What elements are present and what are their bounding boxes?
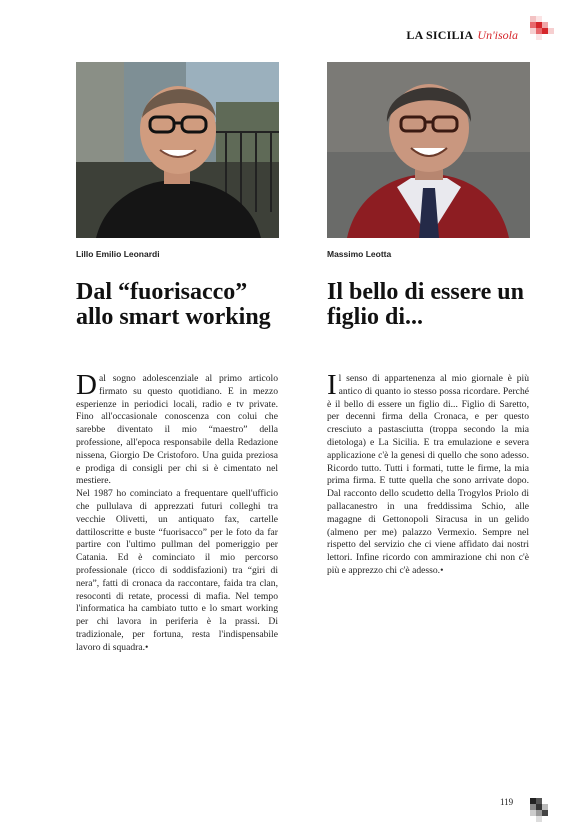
drop-cap: D [76,369,97,401]
photo-massimo-leotta [327,62,530,238]
headline-right: Il bello di essere un figlio di... [327,279,524,330]
paragraph-text: al sogno adolescenziale al primo articolo firmato su questo quotidiano. E in mezzo esperienze in periodici locali, radio e tv private. Fino all'occasionale conoscenza con colui che sarebbe diventato il mio “maestro” della professione, all'epoca responsabile della Redazione nissena, Giorgio De Cristoforo. Una guida preziosa e prodiga di consigli per chi si è cimentato nel mestiere. [76,373,278,487]
running-header [406,28,518,42]
paragraph-1 [327,369,529,578]
photo-lillo-leonardi [76,62,279,238]
paragraph-text: l senso di appartenenza al mio giornale è più antico di quanto io stesso possa ricordare. Perché è il bello di essere un figlio di... Figlio di Saretto, per decenni firma della Cronaca, e per questo cresciuto a pastasciutta (troppa secondo la mia dietologa) e La Sicilia. E tra emulazione e severa applicazione c'è la genesi di quello che sono adesso. Ricordo tutto. Tutti i formati, tutte le firme, la mia prima firma. E tutte quella che sono arrivate dopo. Dal racconto dello scudetto della Trogylos Priolo di pallacanestro in una freddissima Schio, alle magagne di Gettonopoli Siracusa in un gelido (almeno per me) palazzo Vermexio. Sempre nel rispetto del servizio che ci viene affidato dai nostri lettori. Infine ricordo con ammirazione chi non c'è più e apprezzo chi c'è adesso.• [327,373,529,576]
paragraph-1 [76,369,278,488]
drop-cap: I [327,369,337,401]
article-body-left [76,369,278,655]
section-name: Un'isola [477,28,518,42]
paragraph-2: Nel 1987 ho cominciato a frequentare quell'ufficio che pullulava di apprezzati futuri colleghi tra vecchie Olivetti, un antiquato fax, cartelle dattiloscritte e buste “fuorisacco” per le foto da far partire con l'ultimo pullman del pomeriggio per Catania. Ed è cominciato il mio percorso professionale (ricco di soddisfazioni) tra “giri di nera”, fatti di cronaca da raccontare, faida tra clan, resoconti di retate, processi di mafia. Nel tempo l'informatica ha cambiato tutto e lo smart working per chi lavora in periferia è la prassi. Di tradizionale, per fortuna, resta l'indispensabile lavoro di squadra.• [76,488,278,653]
byline-right: Massimo Leotta [327,249,392,259]
byline-left: Lillo Emilio Leonardi [76,249,160,259]
brand-name: LA SICILIA [406,28,474,42]
headline-left: Dal “fuorisacco” allo smart working [76,279,271,330]
page-number: 119 [500,797,514,807]
article-body-right [327,369,529,578]
